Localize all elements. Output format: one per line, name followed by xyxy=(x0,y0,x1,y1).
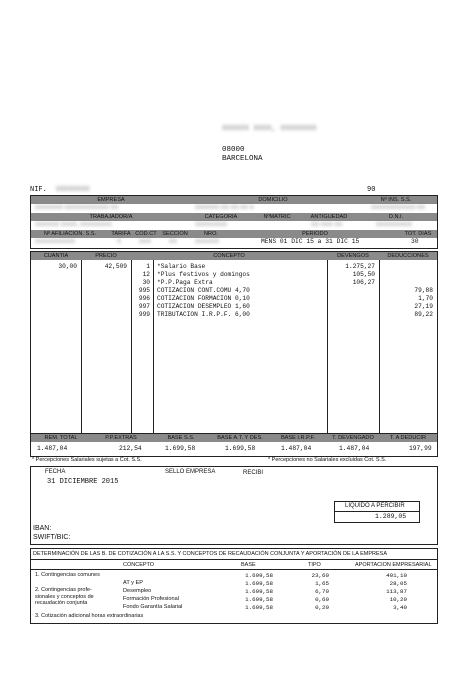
tot-ppextras-label: P.P.EXTRAS xyxy=(91,434,151,442)
contrib-row-aport: 401,10 xyxy=(386,572,407,579)
tot-rem-value: 1.487,04 xyxy=(37,445,68,452)
periodo-label: PERIODO xyxy=(231,230,399,238)
header-block xyxy=(30,195,438,249)
ins-ss-label: Nº INS. S.S. xyxy=(355,196,437,204)
line-precio: 42,509 xyxy=(104,263,127,270)
antiguedad-value: XX XXX XX xyxy=(311,222,343,228)
contrib-row-tipo: 1,65 xyxy=(315,580,329,587)
contributions-block xyxy=(30,548,438,624)
contrib-row-tipo: 6,70 xyxy=(315,588,329,595)
line-code: 997 xyxy=(138,303,150,310)
line-concepto: *Plus festivos y domingos xyxy=(157,271,250,278)
tot-deducir-value: 197,99 xyxy=(409,445,432,452)
recibi-label: RECIBI xyxy=(243,470,264,476)
col-precio: PRECIO xyxy=(81,252,131,260)
note-salariales: * Percepciones Salariales sujetas a Cot. S.S. xyxy=(32,457,142,463)
contrib-row-label: Fondo Garantía Salarial xyxy=(123,604,183,610)
swift-label: SWIFT/BIC: xyxy=(33,534,71,541)
contrib-row-tipo: 23,60 xyxy=(311,572,329,579)
line-cuantia: 30,00 xyxy=(58,263,77,270)
domicilio-label: DOMICILIO xyxy=(191,196,355,204)
liquido-label: LIQUIDO A PERCIBIR xyxy=(345,503,405,509)
empresa-label: EMPRESA xyxy=(31,196,191,204)
line-devengo: 105,50 xyxy=(352,271,375,278)
line-devengo: 106,27 xyxy=(352,279,375,286)
categoria-value: XXXXXXXX xyxy=(195,222,228,228)
seccion-label: SECCION xyxy=(159,230,191,238)
tot-dias-value: 30 xyxy=(411,238,419,245)
line-code: 12 xyxy=(142,271,150,278)
domicilio-value: XXXXXX XX XX XX X xyxy=(195,205,254,211)
nro-label: NRO. xyxy=(191,230,231,238)
contrib-row-label: Formación Profesional xyxy=(123,596,179,602)
sello-label: SELLO EMPRESA xyxy=(165,469,216,475)
col-deducciones: DEDUCCIONES xyxy=(379,252,437,260)
contrib-row-aport: 28,05 xyxy=(389,580,407,587)
contrib-col-aportacion: APORTACION EMPRESARIAL xyxy=(355,562,432,568)
line-deduccion: 89,22 xyxy=(414,311,433,318)
cod-ct-label: COD.CT xyxy=(133,230,159,238)
line-concepto: *P.P.Paga Extra xyxy=(157,279,213,286)
tot-basess-value: 1.699,58 xyxy=(165,445,196,452)
contrib-item-1: 1. Contingencias comunes xyxy=(35,572,100,578)
contrib-col-base: BASE xyxy=(241,562,256,568)
empresa-value: XXXXXXX XXXXXXXXXXX XX xyxy=(35,205,119,211)
afiliacion-label: Nº AFILIACION. S.S. xyxy=(31,230,109,238)
contrib-row-label: Desempleo xyxy=(123,588,152,594)
tarifa-value: X xyxy=(117,239,122,245)
contrib-col-tipo: TIPO xyxy=(308,562,321,568)
city: BARCELONA xyxy=(222,155,263,163)
contrib-row-aport: 10,20 xyxy=(389,596,407,603)
tot-deducir-label: T. A DEDUCIR xyxy=(379,434,437,442)
contrib-row-tipo: 0,60 xyxy=(315,596,329,603)
contrib-row-label: AT y EP xyxy=(123,580,143,586)
periodo-value: MENS 01 DIC 15 a 31 DIC 15 xyxy=(261,238,360,245)
contrib-item-3: 3. Cotización adicional horas extraordinarias xyxy=(35,613,144,619)
matric-label: NºMATRIC xyxy=(251,213,303,221)
contrib-row-base: 1.699,58 xyxy=(245,604,273,611)
line-code: 995 xyxy=(138,287,150,294)
line-concepto: COTIZACION CONT.COMU 4,70 xyxy=(157,287,250,294)
line-concepto: *Salario Base xyxy=(157,263,206,270)
lines-table xyxy=(30,251,438,457)
tot-basess-label: BASE S.S. xyxy=(151,434,211,442)
postal-code: 08000 xyxy=(222,146,245,154)
line-deduccion: 27,19 xyxy=(414,303,433,310)
tot-baseirpf-label: BASE I.R.P.F. xyxy=(269,434,327,442)
nif-label: NIF. xyxy=(30,186,47,194)
antiguedad-label: ANTIGUEDAD xyxy=(303,213,355,221)
tot-devengado-label: T. DEVENGADO xyxy=(327,434,379,442)
seccion-value: XX xyxy=(169,239,178,245)
nif-value: XXXXXXXX xyxy=(56,186,90,194)
recipient-name: XXXXXX XXXX, XXXXXXXX xyxy=(222,125,317,133)
line-concepto: TRIBUTACION I.R.P.F. 6,00 xyxy=(157,311,250,318)
line-deduccion: 79,88 xyxy=(414,287,433,294)
contrib-row-base: 1.699,58 xyxy=(245,588,273,595)
contrib-row-base: 1.699,58 xyxy=(245,580,273,587)
signature-block xyxy=(30,466,438,545)
contrib-row-base: 1.699,58 xyxy=(245,572,273,579)
line-code: 1 xyxy=(146,263,150,270)
dni-value: XXXXXXXXX xyxy=(376,222,413,228)
line-concepto: COTIZACION FORMACION 0,10 xyxy=(157,295,250,302)
col-cuantia: CUANTIA xyxy=(31,252,81,260)
contrib-item-2: 2. Contingencias profe- sionales y conceptos de recaudación conjunta xyxy=(35,587,94,606)
fecha-label: FECHA xyxy=(45,469,66,475)
nif-code: 90 xyxy=(367,186,376,194)
nro-value: XXXXXX xyxy=(195,239,220,245)
line-code: 30 xyxy=(142,279,150,286)
trabajador-value: XXXXXX XXXX, XXXXXXXX xyxy=(35,222,113,228)
tarifa-label: TARIFA xyxy=(109,230,133,238)
contrib-row-aport: 3,40 xyxy=(393,604,407,611)
iban-label: IBAN: xyxy=(33,525,52,532)
contrib-title: DETERMINACIÓN DE LAS B. DE COTIZACIÓN A LA S.S. Y CONCEPTOS DE RECAUDACIÓN CONJUNTA Y APORTACIÓN DE LA EMPRESA xyxy=(33,551,388,557)
contrib-row-tipo: 0,20 xyxy=(315,604,329,611)
tot-baseaty-label: BASE A.T. Y DES. xyxy=(211,434,269,442)
fecha-value: 31 DICIEMBRE 2015 xyxy=(47,478,119,486)
afiliacion-value: XXXXXXXXXX xyxy=(35,239,76,245)
ins-ss-value: XXXXXXXXXXX-XX xyxy=(371,205,426,211)
tot-rem-label: REM. TOTAL xyxy=(31,434,91,442)
line-concepto: COTIZACION DESEMPLEO 1,60 xyxy=(157,303,250,310)
liquido-value: 1.289,05 xyxy=(375,513,407,520)
contrib-col-concepto: CONCEPTO xyxy=(123,562,155,568)
line-code: 999 xyxy=(138,311,150,318)
tot-devengado-value: 1.487,04 xyxy=(339,445,370,452)
tot-baseaty-value: 1.699,58 xyxy=(225,445,256,452)
line-deduccion: 1,70 xyxy=(418,295,433,302)
dni-label: D.N.I. xyxy=(355,213,437,221)
liquido-box xyxy=(334,501,420,523)
tot-ppextras-value: 212,54 xyxy=(119,445,142,452)
note-no-salariales: * Percepciones no Salariales excluidas Cot. S.S. xyxy=(268,457,387,463)
col-concepto: CONCEPTO xyxy=(131,252,327,260)
contrib-row-aport: 113,87 xyxy=(386,588,407,595)
line-devengo: 1.275,27 xyxy=(345,263,375,270)
contrib-row-base: 1.699,58 xyxy=(245,596,273,603)
cod-ct-value: XXX xyxy=(139,239,152,245)
categoria-label: CATEGORIA xyxy=(191,213,251,221)
line-code: 996 xyxy=(138,295,150,302)
trabajador-label: TRABAJADOR/A xyxy=(31,213,191,221)
col-devengos: DEVENGOS xyxy=(327,252,379,260)
tot-baseirpf-value: 1.487,04 xyxy=(281,445,312,452)
tot-dias-label: TOT. DIAS xyxy=(399,230,437,238)
